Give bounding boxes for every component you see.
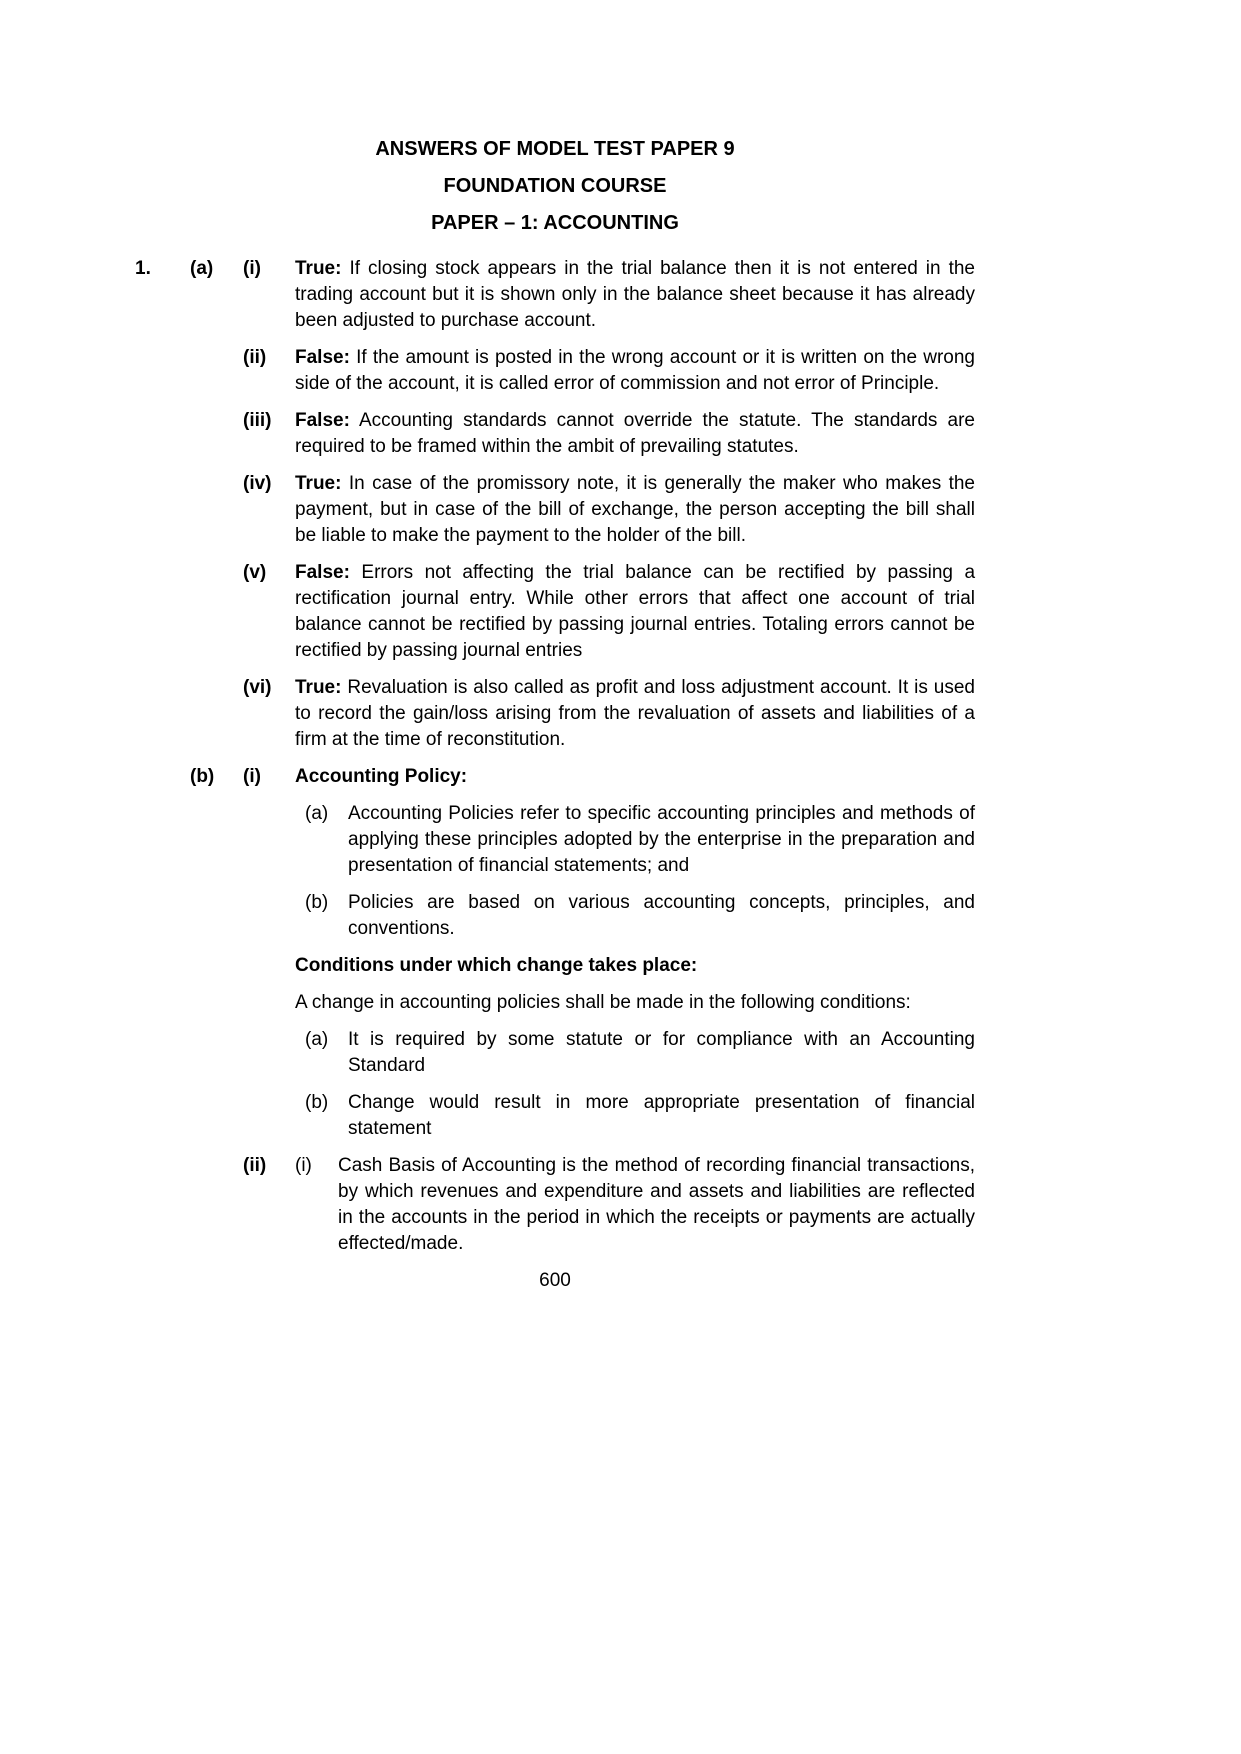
subitem-label: (a) <box>305 803 329 824</box>
answer-row <box>135 408 975 460</box>
answer-subrow <box>305 1027 975 1079</box>
doc-title: ANSWERS OF MODEL TEST PAPER 9 <box>375 138 735 160</box>
conditions-intro: A change in accounting policies shall be made in the following conditions: <box>295 992 911 1013</box>
answer-text <box>295 256 975 334</box>
answer-text <box>295 345 975 397</box>
answer-row <box>135 345 975 397</box>
answer-text <box>295 471 975 549</box>
answer-verdict: True: <box>295 473 342 494</box>
answer-row <box>135 560 975 664</box>
answer-body: Accounting standards cannot override the statute. The standards are required to be framed within the ambit of prevailing statutes. <box>295 410 975 457</box>
item-label: (ii) <box>243 1155 267 1176</box>
subitem-text: Policies are based on various accounting concepts, principles, and conventions. <box>348 892 975 939</box>
indent-spacer <box>135 1153 243 1257</box>
answer-text <box>295 560 975 664</box>
paper-title: PAPER – 1: ACCOUNTING <box>431 212 679 234</box>
answer-body: In case of the promissory note, it is generally the maker who makes the payment, but in case of the bill of exchange, the person accepting the bill shall be liable to make the payment to the holder of the bill. <box>295 473 976 546</box>
conditions-intro-row <box>295 990 975 1016</box>
page-number: 600 <box>539 1270 571 1291</box>
part-label-b: (b) <box>190 766 215 787</box>
answer-subrow <box>305 890 975 942</box>
answer-body: Errors not affecting the trial balance can be rectified by passing a rectification journal entry. While other errors that affect one account of trial balance cannot be rectified by passing journal entries. Totaling errors cannot be rectified by passing journal entries <box>295 562 976 661</box>
item-label: (iv) <box>243 473 272 494</box>
answer-verdict: False: <box>295 410 350 431</box>
answer-text <box>295 675 975 753</box>
conditions-heading-row <box>295 953 975 979</box>
subitem-text: It is required by some statute or for compliance with an Accounting Standard <box>348 1029 975 1076</box>
conditions-heading: Conditions under which change takes place: <box>295 955 698 976</box>
answer-body: If the amount is posted in the wrong account or it is written on the wrong side of the account, it is called error of commission and not error of Principle. <box>295 347 975 394</box>
answer-body: If closing stock appears in the trial balance then it is not entered in the trading account but it is shown only in the balance sheet because it has already been adjusted to purchase account. <box>295 258 975 331</box>
item-label: (i) <box>243 766 261 787</box>
subitem-text: Accounting Policies refer to specific accounting principles and methods of applying these principles adopted by the enterprise in the preparation and presentation of financial statements; and <box>348 803 975 876</box>
subitem-label: (a) <box>305 1029 329 1050</box>
answer-row <box>135 471 975 549</box>
answer-text <box>295 408 975 460</box>
answer-row <box>135 1153 975 1257</box>
part-label-a: (a) <box>190 258 214 279</box>
item-label: (iii) <box>243 410 272 431</box>
answer-verdict: True: <box>295 258 342 279</box>
indent-spacer <box>135 471 243 549</box>
subitem-text: Change would result in more appropriate presentation of financial statement <box>348 1092 975 1139</box>
answer-verdict: True: <box>295 677 342 698</box>
indent-spacer <box>135 764 190 790</box>
doc-subtitle: FOUNDATION COURSE <box>443 175 667 197</box>
answer-row <box>135 675 975 753</box>
answer-text <box>295 1153 975 1257</box>
answer-row <box>135 764 975 790</box>
subitem-label: (i) <box>295 1155 312 1176</box>
subitem-label: (b) <box>305 1092 329 1113</box>
item-label: (ii) <box>243 347 267 368</box>
item-label: (vi) <box>243 677 272 698</box>
subitem-label: (b) <box>305 892 329 913</box>
indent-spacer <box>135 345 243 397</box>
answer-body: Revaluation is also called as profit and loss adjustment account. It is used to record the gain/loss arising from the revaluation of assets and liabilities of a firm at the time of reconstitution. <box>295 677 975 750</box>
answer-subrow <box>305 801 975 879</box>
item-label: (i) <box>243 258 261 279</box>
indent-spacer <box>135 675 243 753</box>
answer-body: Cash Basis of Accounting is the method of recording financial transactions, by which revenues and expenditure and assets and liabilities are reflected in the accounts in the period in which the receipts or payments are actually effected/made. <box>338 1155 975 1254</box>
answer-row <box>135 256 975 334</box>
indent-spacer <box>135 408 243 460</box>
answer-verdict: False: <box>295 562 350 583</box>
section-heading: Accounting Policy: <box>295 766 468 787</box>
indent-spacer <box>135 560 243 664</box>
document-header <box>135 136 975 236</box>
item-label: (v) <box>243 562 267 583</box>
question-number: 1. <box>135 258 151 279</box>
answer-subrow <box>305 1090 975 1142</box>
answer-verdict: False: <box>295 347 350 368</box>
